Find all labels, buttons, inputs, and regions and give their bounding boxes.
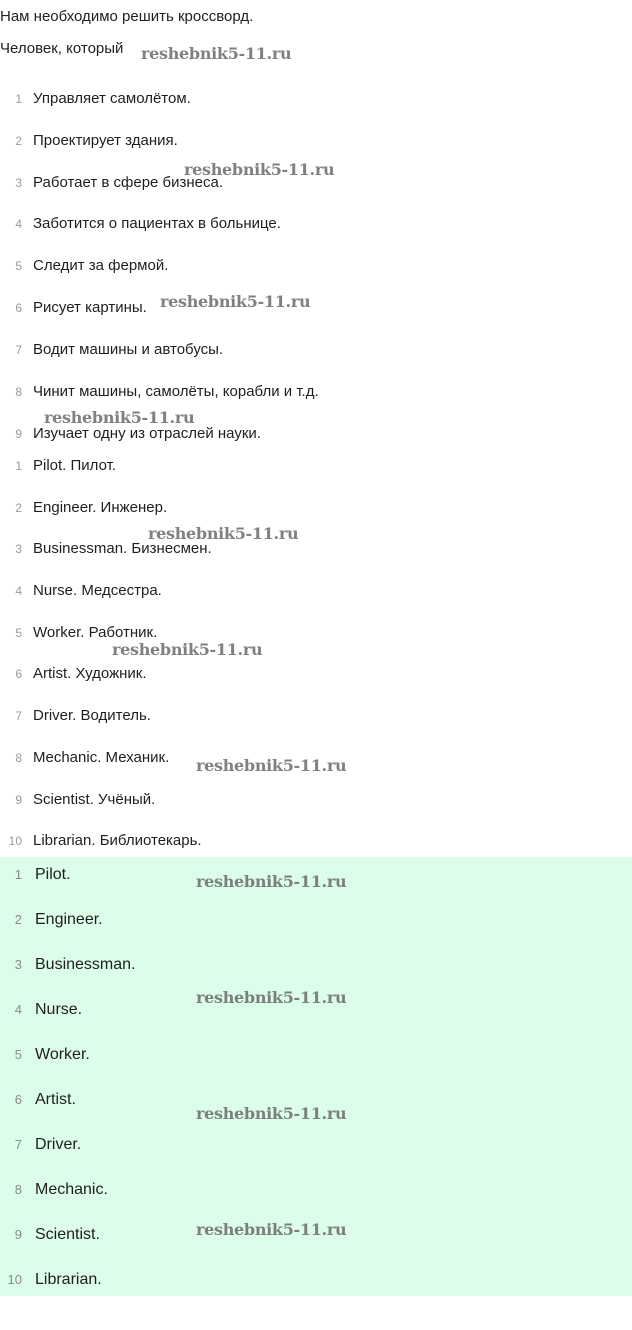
item-text: Businessman. Бизнесмен. [33, 540, 212, 557]
item-text: Nurse. [35, 1001, 83, 1018]
item-text: Librarian. Библиотекарь. [33, 832, 202, 849]
item-number: 1 [15, 459, 22, 473]
item-number: 5 [15, 259, 22, 273]
item-text: Рисует картины. [33, 299, 147, 316]
item-text: Scientist. [35, 1226, 100, 1243]
item-text: Businessman. [35, 956, 136, 973]
watermark: reshebnik5-11.ru [196, 988, 347, 1007]
item-text: Заботится о пациентах в больнице. [33, 215, 281, 232]
item-number: 9 [15, 427, 22, 441]
item-number: 8 [15, 751, 22, 765]
item-text: Чинит машины, самолёты, корабли и т.д. [33, 383, 319, 400]
watermark: reshebnik5-11.ru [160, 292, 311, 311]
item-number: 9 [15, 793, 22, 807]
item-number: 7 [15, 709, 22, 723]
watermark: reshebnik5-11.ru [196, 1104, 347, 1123]
item-number: 8 [15, 385, 22, 399]
item-number: 4 [15, 217, 22, 231]
item-text: Изучает одну из отраслей науки. [33, 425, 261, 442]
item-number: 6 [14, 1092, 22, 1107]
item-text: Worker. Работник. [33, 624, 158, 641]
item-text: Pilot. [35, 866, 71, 883]
item-text: Driver. Водитель. [33, 707, 151, 724]
item-text: Librarian. [35, 1271, 102, 1288]
item-number: 8 [14, 1182, 22, 1197]
item-text: Driver. [35, 1136, 82, 1153]
item-number: 3 [15, 542, 22, 556]
item-number: 9 [14, 1227, 22, 1242]
item-text: Nurse. Медсестра. [33, 582, 162, 599]
item-text: Водит машины и автобусы. [33, 341, 224, 358]
item-number: 2 [14, 912, 22, 927]
item-number: 3 [14, 957, 22, 972]
item-number: 1 [15, 92, 22, 106]
item-number: 6 [15, 667, 22, 681]
item-text: Pilot. Пилот. [33, 457, 116, 474]
item-number: 4 [15, 584, 22, 598]
item-text: Scientist. Учёный. [33, 791, 156, 808]
item-text: Управляет самолётом. [33, 90, 191, 107]
item-text: Работает в сфере бизнеса. [33, 174, 224, 191]
item-number: 3 [15, 176, 22, 190]
item-text: Artist. [35, 1091, 76, 1108]
item-number: 10 [7, 1272, 22, 1287]
task-text: Нам необходимо решить кроссворд. [0, 8, 254, 25]
lead-text: Человек, который [0, 40, 124, 57]
watermark: reshebnik5-11.ru [196, 872, 347, 891]
watermark: reshebnik5-11.ru [184, 160, 335, 179]
item-text: Engineer. Инженер. [33, 499, 168, 516]
item-text: Mechanic. [35, 1181, 108, 1198]
item-text: Следит за фермой. [33, 257, 169, 274]
item-number: 1 [14, 867, 22, 882]
item-number: 6 [15, 301, 22, 315]
watermark: reshebnik5-11.ru [141, 44, 292, 63]
watermark: reshebnik5-11.ru [196, 756, 347, 775]
item-text: Artist. Художник. [33, 665, 147, 682]
watermark: reshebnik5-11.ru [112, 640, 263, 659]
watermark: reshebnik5-11.ru [148, 524, 299, 543]
item-number: 2 [15, 134, 22, 148]
item-number: 10 [8, 834, 22, 848]
item-number: 4 [14, 1002, 22, 1017]
watermark: reshebnik5-11.ru [196, 1220, 347, 1239]
item-number: 7 [15, 343, 22, 357]
item-number: 2 [15, 501, 22, 515]
item-number: 5 [14, 1047, 22, 1062]
item-number: 5 [15, 626, 22, 640]
item-text: Worker. [35, 1046, 90, 1063]
watermark: reshebnik5-11.ru [44, 408, 195, 427]
item-text: Engineer. [35, 911, 103, 928]
item-number: 7 [14, 1137, 22, 1152]
item-text: Проектирует здания. [33, 132, 178, 149]
item-text: Mechanic. Механик. [33, 749, 170, 766]
